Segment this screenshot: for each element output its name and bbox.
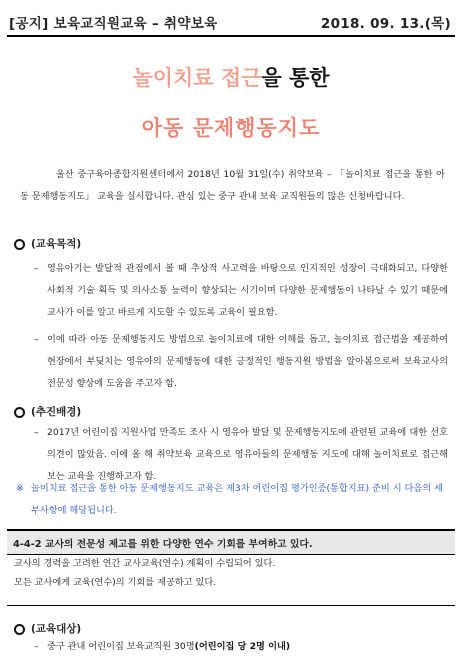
notice-header [7, 5, 455, 37]
section-title: (교육목적) [31, 238, 82, 250]
dash-icon: – [34, 334, 39, 345]
dash-icon: – [34, 427, 39, 438]
indicator-line: 교사의 경력을 고려한 연간 교사교육(연수) 계획이 수립되어 있다. [14, 558, 276, 569]
indicator-box [7, 529, 455, 555]
note-text: 놀이치료 접근을 통한 아동 문제행동지도 교육은 제3차 어린이집 평가인증(통합지표) 준비 시 다음의 세부사항에 해당됩니다. [31, 483, 443, 516]
dash-icon: – [34, 641, 39, 652]
dash-icon: – [34, 263, 39, 274]
list-item [34, 329, 448, 395]
page-title-line1 [0, 62, 462, 92]
circle-bullet-icon [14, 239, 25, 250]
reference-note [16, 478, 448, 522]
title-highlight: 놀이치료 접근 [132, 66, 262, 90]
list-item-text [34, 636, 448, 658]
section-heading-background [14, 404, 81, 419]
section-title: (추진배경) [31, 406, 82, 418]
target-limit: (어린이집 당 2명 이내) [194, 641, 291, 652]
list-item-text: 이에 따라 아동 문제행동지도 방법으로 놀이치료에 대한 이해를 돕고, 놀이치료 접근법을 제공하여 현장에서 부딪치는 영유아의 문제행동에 대한 긍정적인 행동지원 방법을 알아봄으로써 보육교사의 전문성 향상에 도움을 주고자 함. [47, 334, 448, 389]
divider [7, 605, 455, 606]
page-title-line2: 아동 문제행동지도 [141, 116, 321, 140]
list-item [34, 636, 448, 658]
list-item-text: 2017년 어린이집 지원사업 만족도 조사 시 영유아 발달 및 문제행동지도에 관련된 교육에 대한 선호 의견이 많았음. 이에 올 해 취약보육 교육으로 영유아들의 문제행동 지도에 대해 놀이치료로 접근해보는 교육을 진행하고자 함. [47, 427, 448, 482]
target-description: 중구 관내 어린이집 보육교직원 30명 [47, 641, 195, 652]
reference-mark-icon: ※ [16, 483, 24, 494]
section-heading-target [14, 621, 81, 636]
title-connector: 을 통한 [261, 66, 330, 90]
list-item [34, 258, 448, 324]
section-title: (교육대상) [31, 623, 82, 635]
notice-category: [공지] 보육교직원교육 – 취약보육 [9, 16, 218, 32]
circle-bullet-icon [14, 407, 25, 418]
intro-paragraph: 울산 중구육아종합지원센터에서 2018년 10월 31일(수) 취약보육 – 「놀이치료 접근을 통한 아동 문제행동지도」 교육을 실시합니다. 관심 있는 중구 관내 보육 교직원들의 많은 신청바랍니다. [20, 169, 445, 202]
list-item-text: 영유아기는 발달적 관점에서 볼 때 추상적 사고력을 바탕으로 인지적인 성장이 극대화되고, 다양한 사회적 기술 획득 및 의사소통 능력이 향상되는 시기이며 다양한 문제행동이 나타날 수 있기 때문에 교사가 이를 알고 바르게 지도할 수 있도록 교육이 필요함. [47, 263, 448, 318]
section-heading-purpose [14, 236, 81, 251]
indicator-line: 모든 교사에게 교육(연수)의 기회를 제공하고 있다. [14, 577, 217, 588]
circle-bullet-icon [14, 624, 25, 635]
notice-date: 2018. 09. 13.(목) [320, 16, 451, 32]
indicator-title: 4-4-2 교사의 전문성 제고를 위한 다양한 연수 기회를 부여하고 있다. [13, 539, 313, 550]
